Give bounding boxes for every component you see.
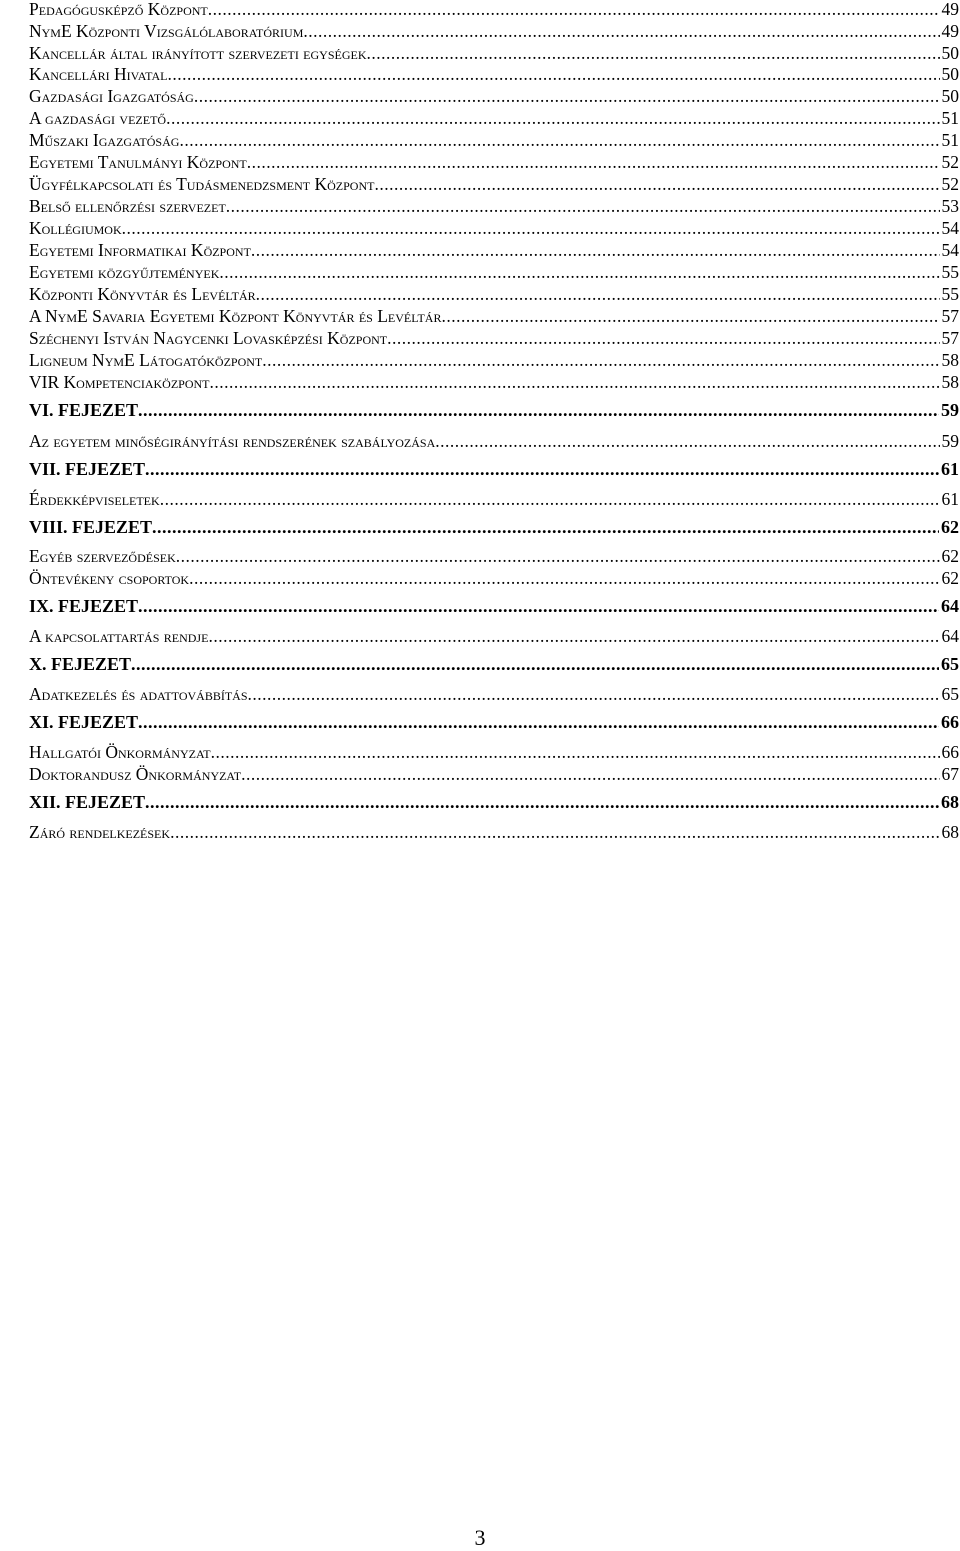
toc-dot-leader <box>179 132 939 150</box>
toc-page-number: 57 <box>941 328 959 348</box>
toc-dot-leader <box>138 713 939 731</box>
toc-entry-row[interactable] <box>29 686 959 704</box>
toc-dot-leader <box>374 176 939 194</box>
toc-dot-leader <box>145 460 939 478</box>
toc-title: NymE Központi Vizsgálólaboratórium <box>29 21 304 41</box>
toc-dot-leader <box>219 264 939 282</box>
toc-title: Doktorandusz Önkormányzat <box>29 764 242 784</box>
toc-entry-row[interactable] <box>29 110 959 128</box>
toc-page-number: 50 <box>941 86 959 106</box>
toc-dot-leader <box>387 330 939 348</box>
toc-title: Ligneum NymE Látogatóközpont <box>29 350 263 370</box>
toc-title: Öntevékeny csoportok <box>29 568 190 588</box>
toc-entry-row[interactable] <box>29 45 959 63</box>
toc-page-number: 50 <box>941 43 959 63</box>
toc-entry-row[interactable] <box>29 433 959 451</box>
toc-title: Kancellár által irányított szervezeti egységek <box>29 43 367 63</box>
toc-title: Széchenyi István Nagycenki Lovasképzési Központ <box>29 328 388 348</box>
toc-title: VI. FEJEZET <box>29 400 139 420</box>
toc-entry-row[interactable] <box>29 176 959 194</box>
toc-page-number: 49 <box>941 0 959 19</box>
toc-page-number: 52 <box>941 174 959 194</box>
toc-title: Központi Könyvtár és Levéltár <box>29 284 256 304</box>
toc-dot-leader <box>209 374 939 392</box>
toc-page-number: 68 <box>941 822 959 842</box>
toc-page-number: 54 <box>941 218 959 238</box>
toc-dot-leader <box>441 308 939 326</box>
toc-page-number: 66 <box>941 712 959 732</box>
toc-entry-row[interactable] <box>29 628 959 646</box>
toc-dot-leader <box>256 286 940 304</box>
toc-dot-leader <box>189 570 939 588</box>
toc-title: IX. FEJEZET <box>29 596 139 616</box>
toc-title: XII. FEJEZET <box>29 792 146 812</box>
toc-entry-row[interactable] <box>29 88 959 106</box>
toc-page-number: 65 <box>941 654 959 674</box>
toc-dot-leader <box>226 198 940 216</box>
toc-entry-row[interactable] <box>29 198 959 216</box>
toc-dot-leader <box>247 154 940 172</box>
toc-dot-leader <box>152 518 939 536</box>
toc-page-number: 68 <box>941 792 959 812</box>
toc-entry-row[interactable] <box>29 220 959 238</box>
toc-entry-row[interactable] <box>29 491 959 509</box>
toc-dot-leader <box>241 766 939 784</box>
toc-title: Az egyetem minőségirányítási rendszerének szabályozása <box>29 431 436 451</box>
toc-dot-leader <box>208 1 940 19</box>
toc-page-number: 67 <box>941 764 959 784</box>
toc-title: Kancellári Hivatal <box>29 64 168 84</box>
toc-page-number: 49 <box>941 21 959 41</box>
toc-dot-leader <box>248 686 940 704</box>
toc-dot-leader <box>167 66 939 84</box>
toc-page-number: 55 <box>941 262 959 282</box>
toc-page-number: 57 <box>941 306 959 326</box>
toc-title: VII. FEJEZET <box>29 459 146 479</box>
toc-title: VIII. FEJEZET <box>29 517 153 537</box>
toc-dot-leader <box>211 744 940 762</box>
toc-page-number: 55 <box>941 284 959 304</box>
toc-title: Adatkezelés és adattovábbítás <box>29 684 248 704</box>
toc-dot-leader <box>262 352 939 370</box>
toc-title: Egyetemi Tanulmányi Központ <box>29 152 247 172</box>
toc-entry-row[interactable] <box>29 242 959 260</box>
toc-title: Egyetemi közgyűjtemények <box>29 262 220 282</box>
toc-title: A NymE Savaria Egyetemi Központ Könyvtár és Levéltár <box>29 306 442 326</box>
toc-title: Érdekképviseletek <box>29 489 160 509</box>
toc-dot-leader <box>251 242 940 260</box>
toc-page-number: 53 <box>941 196 959 216</box>
toc-entry-row[interactable] <box>29 744 959 762</box>
toc-page-number: 64 <box>941 626 959 646</box>
toc-entry-row[interactable] <box>29 548 959 566</box>
toc-title: A gazdasági vezető <box>29 108 167 128</box>
toc-dot-leader <box>170 824 939 842</box>
toc-dot-leader <box>194 88 940 106</box>
toc-entry-row[interactable] <box>29 132 959 150</box>
toc-chapter-row[interactable] <box>29 793 959 811</box>
toc-page-number: 51 <box>941 130 959 150</box>
toc-entry-row[interactable] <box>29 154 959 172</box>
toc-entry-row[interactable] <box>29 766 959 784</box>
toc-title: XI. FEJEZET <box>29 712 139 732</box>
toc-dot-leader <box>166 110 939 128</box>
toc-dot-leader <box>208 628 939 646</box>
toc-dot-leader <box>138 401 939 419</box>
toc-page-number: 66 <box>941 742 959 762</box>
toc-page-number: 54 <box>941 240 959 260</box>
toc-entry-row[interactable] <box>29 1 959 19</box>
toc-title: Gazdasági Igazgatóság <box>29 86 194 106</box>
toc-title: Hallgatói Önkormányzat <box>29 742 211 762</box>
toc-dot-leader <box>131 655 939 673</box>
toc-page-number: 61 <box>941 459 959 479</box>
toc-entry-row[interactable] <box>29 23 959 41</box>
toc-entry-row[interactable] <box>29 374 959 392</box>
toc-page-number: 59 <box>941 400 959 420</box>
toc-title: Záró rendelkezések <box>29 822 171 842</box>
toc-title: VIR Kompetenciaközpont <box>29 372 210 392</box>
toc-chapter-row[interactable] <box>29 713 959 731</box>
toc-chapter-row[interactable] <box>29 401 959 419</box>
toc-dot-leader <box>160 491 940 509</box>
toc-entry-row[interactable] <box>29 264 959 282</box>
toc-dot-leader <box>122 220 940 238</box>
toc-entry-row[interactable] <box>29 286 959 304</box>
toc-title: A kapcsolattartás rendje <box>29 626 209 646</box>
toc-dot-leader <box>138 597 939 615</box>
toc-chapter-row[interactable] <box>29 518 959 536</box>
toc-title: Egyetemi Informatikai Központ <box>29 240 251 260</box>
toc-title: Műszaki Igazgatóság <box>29 130 180 150</box>
toc-title: Ügyfélkapcsolati és Tudásmenedzsment Központ <box>29 174 375 194</box>
toc-dot-leader <box>176 548 940 566</box>
toc-page-number: 65 <box>941 684 959 704</box>
toc-title: Kollégiumok <box>29 218 122 238</box>
toc-page-number: 58 <box>941 372 959 392</box>
toc-page-number: 64 <box>941 596 959 616</box>
toc-page-number: 51 <box>941 108 959 128</box>
toc-page-number: 52 <box>941 152 959 172</box>
toc-title: Egyéb szerveződések <box>29 546 176 566</box>
toc-page-number: 62 <box>941 568 959 588</box>
toc-title: X. FEJEZET <box>29 654 132 674</box>
toc-page-number: 58 <box>941 350 959 370</box>
toc-page-number: 62 <box>941 517 959 537</box>
toc-chapter-row[interactable] <box>29 597 959 615</box>
toc-dot-leader <box>303 23 939 41</box>
toc-dot-leader <box>145 793 939 811</box>
toc-entry-row[interactable] <box>29 308 959 326</box>
toc-entry-row[interactable] <box>29 330 959 348</box>
toc-entry-row[interactable] <box>29 570 959 588</box>
toc-entry-row[interactable] <box>29 352 959 370</box>
toc-dot-leader <box>367 45 940 63</box>
toc-page-number: 50 <box>941 64 959 84</box>
toc-page-number: 59 <box>941 431 959 451</box>
toc-entry-row[interactable] <box>29 66 959 84</box>
toc-page-number: 61 <box>941 489 959 509</box>
toc-chapter-row[interactable] <box>29 655 959 673</box>
toc-title: Belső ellenőrzési szervezet <box>29 196 226 216</box>
page-number: 3 <box>474 1525 486 1550</box>
toc-chapter-row[interactable] <box>29 460 959 478</box>
toc-title: Pedagógusképző Központ <box>29 0 208 19</box>
toc-entry-row[interactable] <box>29 824 959 842</box>
toc-page-number: 62 <box>941 546 959 566</box>
toc-dot-leader <box>435 433 939 451</box>
